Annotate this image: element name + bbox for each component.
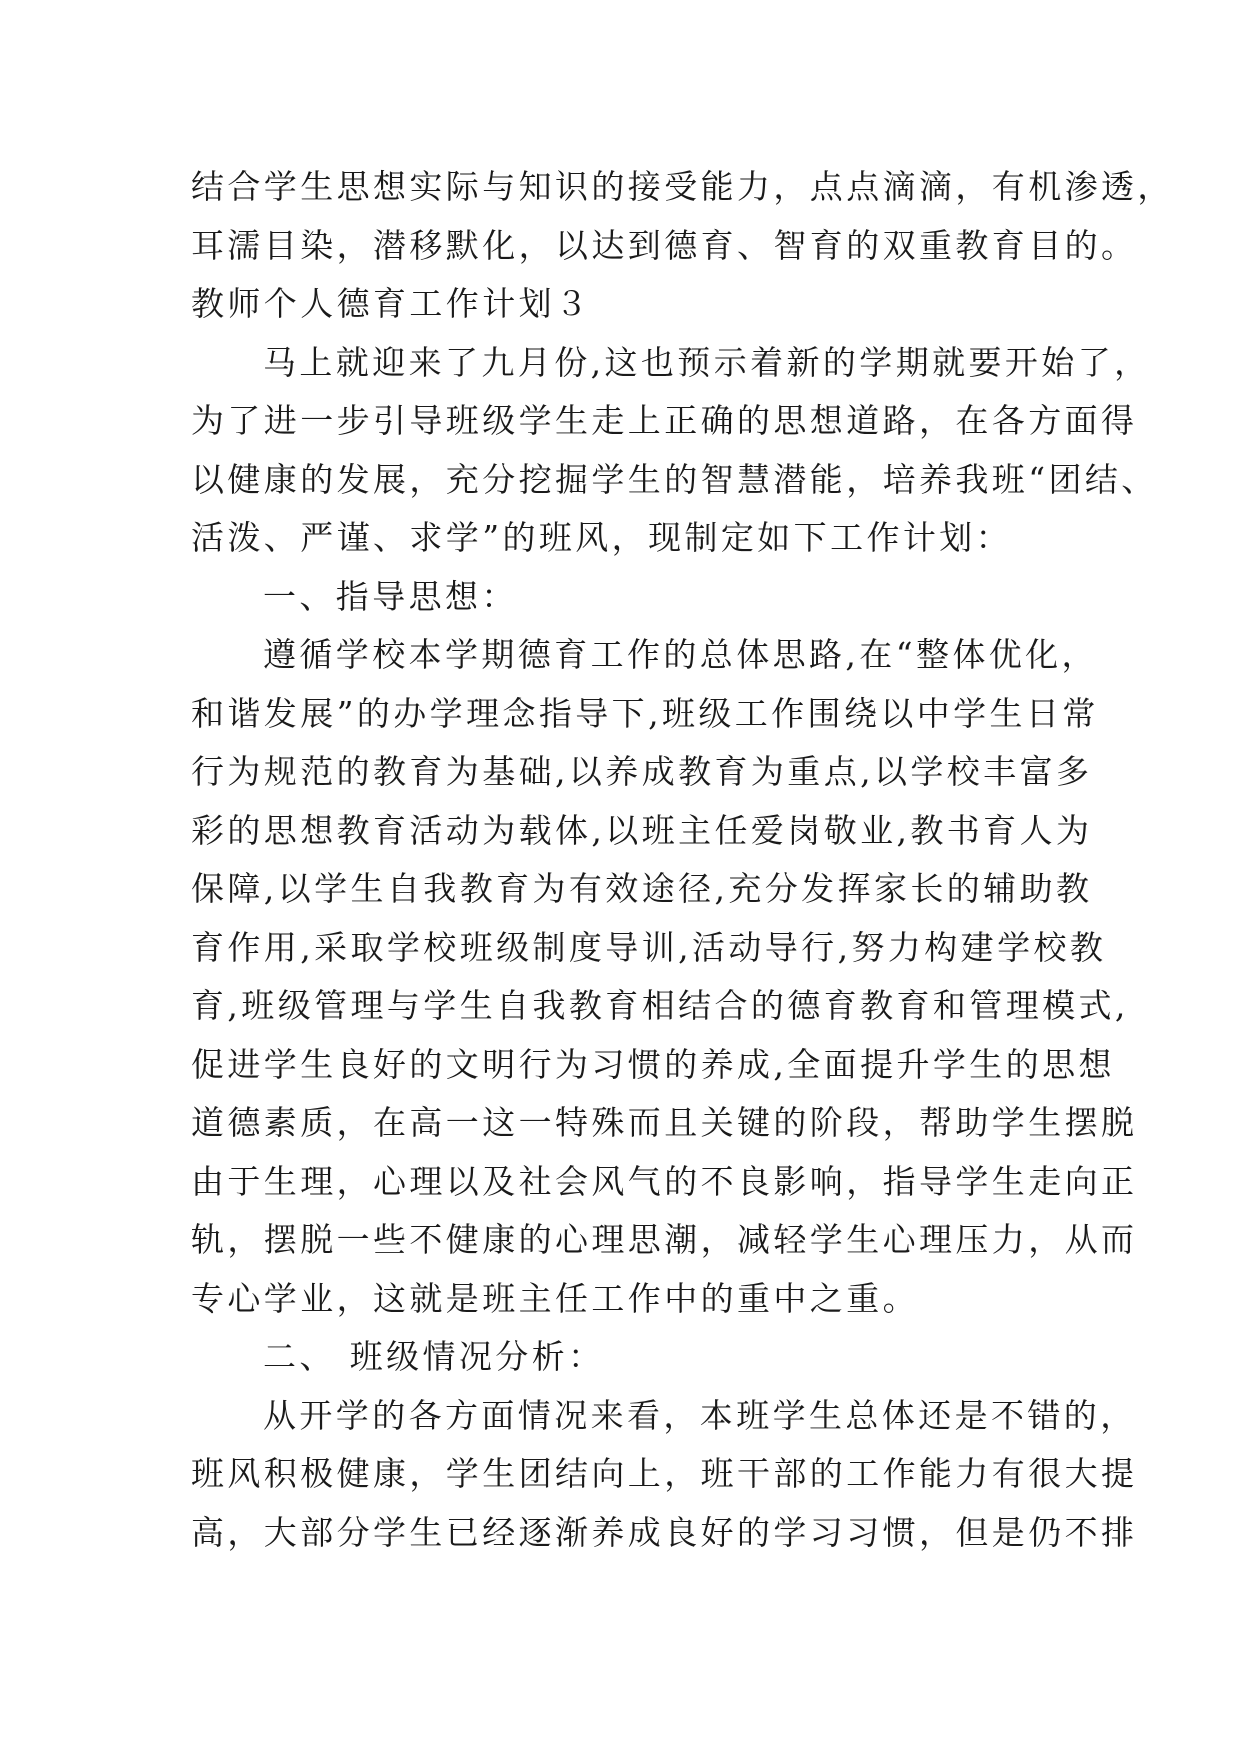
body-line: 为了进一步引导班级学生走上正确的思想道路，在各方面得: [191, 401, 1138, 440]
body-line: 结合学生思想实际与知识的接受能力，点点滴滴，有机渗透，: [191, 167, 1174, 206]
body-line: 由于生理，心理以及社会风气的不良影响，指导学生走向正: [191, 1161, 1138, 1201]
body-line: 彩的思想教育活动为载体,以班主任爱岗敬业,教书育人为: [191, 810, 1093, 850]
body-line: 高，大部分学生已经逐渐养成良好的学习习惯，但是仍不排: [191, 1512, 1138, 1552]
body-line: 班风积极健康，学生团结向上，班干部的工作能力有很大提: [191, 1454, 1138, 1493]
subheading-guiding-thought: 一、指导思想：: [263, 576, 518, 616]
body-line: 以健康的发展，充分挖掘学生的智慧潜能，培养我班“团结、: [191, 459, 1158, 499]
body-line: 促进学生良好的文明行为习惯的养成,全面提升学生的思想: [191, 1044, 1115, 1084]
body-line: 保障,以学生自我教育为有效途径,充分发挥家长的辅助教: [191, 869, 1093, 908]
body-line: 耳濡目染，潜移默化，以达到德育、智育的双重教育目的。: [191, 225, 1138, 265]
body-line: 专心学业，这就是班主任工作中的重中之重。: [191, 1278, 919, 1318]
body-line: 和谐发展”的办学理念指导下,班级工作围绕以中学生日常: [191, 693, 1099, 733]
body-line: 育作用,采取学校班级制度导训,活动导行,努力构建学校教: [191, 927, 1107, 967]
subheading-class-analysis: 二、 班级情况分析：: [263, 1337, 605, 1376]
body-line: 轨，摆脱一些不健康的心理思潮，减轻学生心理压力，从而: [191, 1220, 1138, 1259]
paragraph-start-line: 马上就迎来了九月份,这也预示着新的学期就要开始了，: [263, 342, 1151, 382]
body-line: 行为规范的教育为基础,以养成教育为重点,以学校丰富多: [191, 752, 1093, 791]
body-line: 育,班级管理与学生自我教育相结合的德育教育和管理模式,: [191, 986, 1129, 1025]
body-line: 道德素质，在高一这一特殊而且关键的阶段，帮助学生摆脱: [191, 1103, 1138, 1142]
document-body: [191, 158, 1174, 1562]
body-line: 活泼、严谨、求学”的班风，现制定如下工作计划：: [191, 518, 1013, 557]
section-heading: 教师个人德育工作计划３: [191, 284, 592, 323]
paragraph-start-line: 遵循学校本学期德育工作的总体思路,在“整体优化，: [263, 635, 1098, 674]
paragraph-start-line: 从开学的各方面情况来看，本班学生总体还是不错的，: [263, 1395, 1137, 1435]
